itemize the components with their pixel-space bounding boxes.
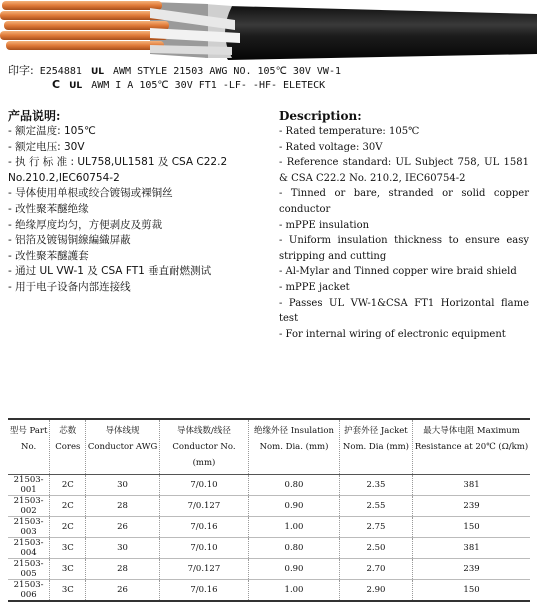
list-item: - Tinned or bare, stranded or solid copper conductor — [279, 188, 529, 215]
header-part-no: 型号 Part No. — [8, 419, 50, 475]
cell-insulation-dia: 0.80 — [249, 538, 340, 559]
marking-text-1: AWM STYLE 21503 AWG NO. 105℃ 30V VW-1 — [113, 66, 341, 77]
cell-conductor-no: 7/0.10 — [159, 475, 248, 496]
list-item: - Rated voltage: 30V — [279, 141, 383, 153]
list-item: - 绝缘厚度均匀，方便剥皮及剪裁 — [8, 218, 163, 231]
cell-resistance: 239 — [413, 559, 530, 580]
table-row — [8, 559, 530, 580]
cell-conductor-no: 7/0.16 — [159, 580, 248, 602]
header-max-resistance: 最大导体电阻 Maximum Resistance at 20℃ (Ω/km) — [413, 419, 530, 475]
list-item: - Rated temperature: 105℃ — [279, 126, 420, 137]
cell-cores: 2C — [50, 517, 86, 538]
c-mark: C — [52, 78, 61, 91]
english-title: Description: — [279, 109, 362, 123]
marking-line-1 — [8, 62, 341, 78]
cell-part-no: 21503-002 — [8, 496, 50, 517]
table-row — [8, 517, 530, 538]
cell-conductor-no: 7/0.127 — [159, 496, 248, 517]
chinese-title: 产品说明: — [8, 109, 61, 123]
header-jacket-dia: 护套外径 Jacket Nom. Dia (mm) — [339, 419, 412, 475]
list-item: - 铝箔及镀锡铜線編織屏蔽 — [8, 234, 131, 247]
list-item: - mPPE insulation — [279, 219, 370, 231]
cell-part-no: 21503-005 — [8, 559, 50, 580]
cell-resistance: 150 — [413, 580, 530, 602]
cable-photo — [0, 0, 537, 62]
header-conductor-no: 导体线数/线径 Conductor No. (mm) — [159, 419, 248, 475]
header-insulation-dia: 绝缘外径 Insulation Nom. Dia. (mm) — [249, 419, 340, 475]
table-row — [8, 475, 530, 496]
table-header-row — [8, 419, 530, 475]
list-item: - 额定温度: 105℃ — [8, 125, 96, 137]
list-item: - 改性聚苯醚绝缘 — [8, 202, 89, 215]
cell-jacket-dia: 2.90 — [339, 580, 412, 602]
cell-resistance: 150 — [413, 517, 530, 538]
header-conductor-awg: 导体线规 Conductor AWG — [86, 419, 159, 475]
cell-awg: 30 — [86, 538, 159, 559]
cell-cores: 3C — [50, 559, 86, 580]
cell-insulation-dia: 0.80 — [249, 475, 340, 496]
cell-resistance: 381 — [413, 475, 530, 496]
list-item: - Al-Mylar and Tinned copper wire braid shield — [279, 266, 517, 278]
ul-logo-2: UL — [69, 81, 83, 91]
core-1 — [2, 1, 162, 10]
list-item: - 额定电压: 30V — [8, 140, 85, 153]
chinese-list — [8, 124, 270, 296]
english-list — [279, 124, 529, 342]
cell-awg: 28 — [86, 559, 159, 580]
spec-table — [8, 418, 530, 602]
cell-conductor-no: 7/0.127 — [159, 559, 248, 580]
list-item: - Uniform insulation thickness to ensure easy stripping and cutting — [279, 235, 529, 262]
cell-part-no: 21503-003 — [8, 517, 50, 538]
list-item: - Passes UL VW-1&CSA FT1 Horizontal flame test — [279, 297, 529, 325]
english-description — [279, 108, 529, 342]
marking-text-2: AWM I A 105℃ 30V FT1 -LF- -HF- ELETECK — [91, 80, 326, 91]
list-item: - 执 行 标 准 : UL758,UL1581 及 CSA C22.2 No.210.2,IEC60754-2 — [8, 156, 228, 184]
header-cores: 芯数 Cores — [50, 419, 86, 475]
cell-conductor-no: 7/0.16 — [159, 517, 248, 538]
list-item: - 用于电子设备内部连接线 — [8, 280, 131, 293]
cell-awg: 26 — [86, 517, 159, 538]
cell-jacket-dia: 2.75 — [339, 517, 412, 538]
cell-cores: 3C — [50, 538, 86, 559]
cell-jacket-dia: 2.35 — [339, 475, 412, 496]
list-item: - 改性聚苯醚護套 — [8, 249, 89, 262]
cell-part-no: 21503-006 — [8, 580, 50, 602]
cell-awg: 28 — [86, 496, 159, 517]
list-item: - mPPE jacket — [279, 281, 350, 293]
cell-cores: 2C — [50, 496, 86, 517]
list-item: - 通过 UL VW-1 及 CSA FT1 垂直耐燃测试 — [8, 265, 212, 278]
chinese-description — [8, 108, 270, 296]
cell-insulation-dia: 1.00 — [249, 517, 340, 538]
cell-conductor-no: 7/0.10 — [159, 538, 248, 559]
table-row — [8, 496, 530, 517]
cell-awg: 26 — [86, 580, 159, 602]
table-row — [8, 580, 530, 602]
cell-resistance: 239 — [413, 496, 530, 517]
cell-jacket-dia: 2.55 — [339, 496, 412, 517]
cell-part-no: 21503-004 — [8, 538, 50, 559]
ul-logo: UL — [90, 67, 104, 77]
cell-awg: 30 — [86, 475, 159, 496]
cell-cores: 3C — [50, 580, 86, 602]
cell-resistance: 381 — [413, 538, 530, 559]
marking-line-2 — [52, 78, 325, 91]
cell-cores: 2C — [50, 475, 86, 496]
cell-insulation-dia: 0.90 — [249, 559, 340, 580]
marking-label: 印字: — [8, 64, 34, 77]
core-2 — [0, 11, 170, 20]
cell-insulation-dia: 0.90 — [249, 496, 340, 517]
cell-part-no: 21503-001 — [8, 475, 50, 496]
cell-jacket-dia: 2.70 — [339, 559, 412, 580]
core-4 — [0, 31, 168, 40]
list-item: - Reference standard: UL Subject 758, UL 1581 & CSA C22.2 No. 210.2, IEC60754-2 — [279, 157, 529, 184]
cell-jacket-dia: 2.50 — [339, 538, 412, 559]
table-row — [8, 538, 530, 559]
cell-insulation-dia: 1.00 — [249, 580, 340, 602]
core-5 — [6, 41, 164, 50]
list-item: - 导体使用单根或绞合镀锡或裸铜丝 — [8, 187, 173, 200]
core-3 — [4, 21, 169, 30]
list-item: - For internal wiring of electronic equipment — [279, 328, 506, 340]
cable-jacket — [220, 6, 537, 60]
marking-file-number: E254881 — [39, 66, 82, 77]
